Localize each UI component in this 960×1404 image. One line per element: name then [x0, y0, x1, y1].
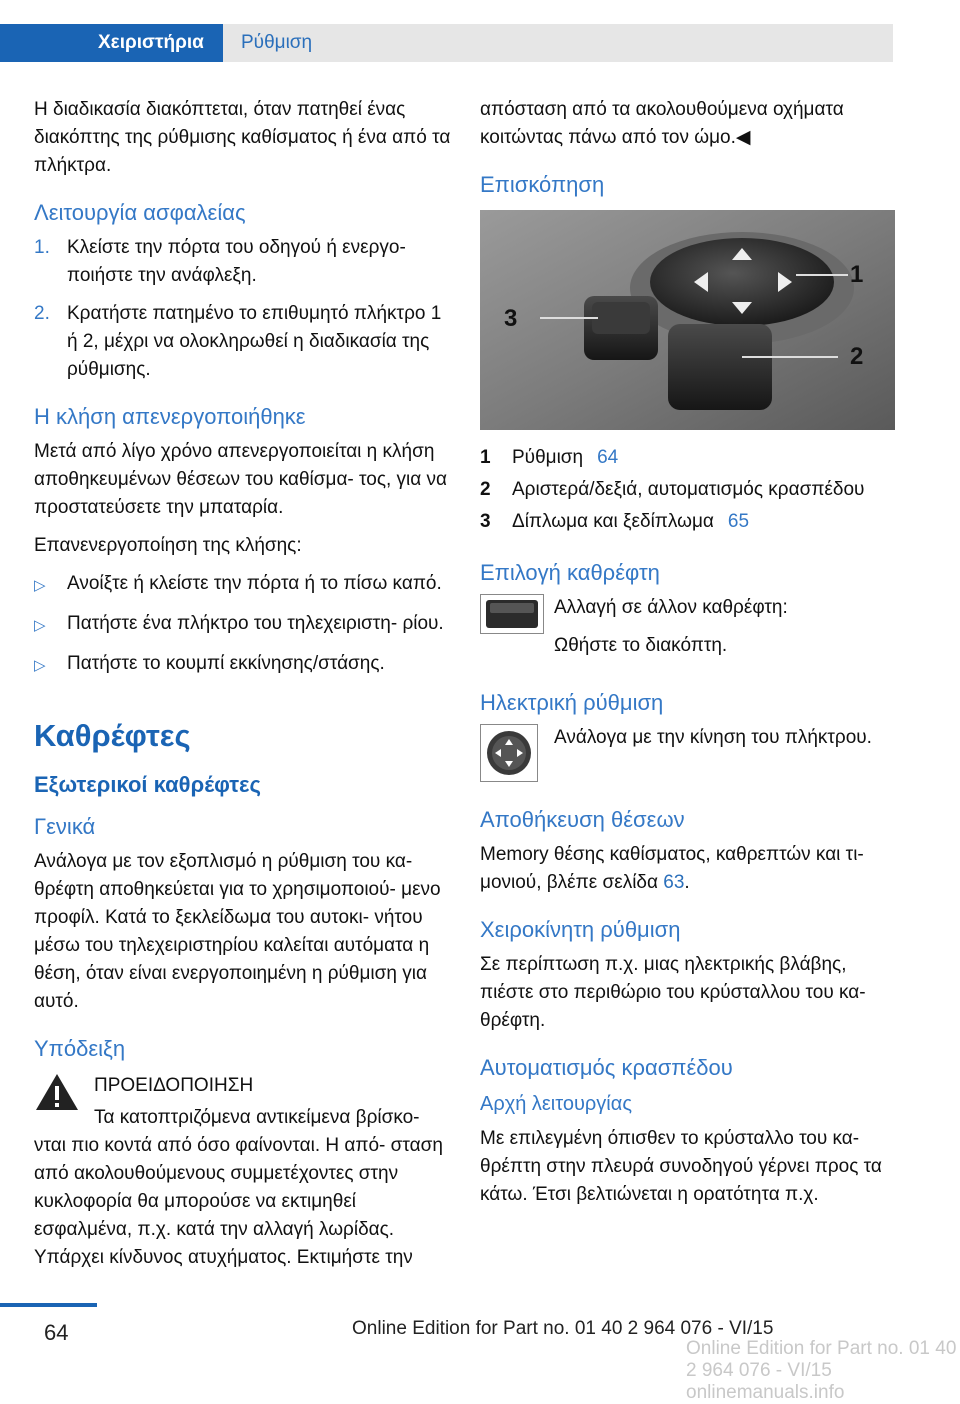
- principle-text: Με επιλεγμένη όπισθεν το κρύσταλλο του κα- θρέπτη στην πλευρά συνοδηγού γέρνει προς τα κάτω. Έτσι βελτιώνεται η ορατότητα π.χ.: [480, 1128, 882, 1205]
- page-ref-link[interactable]: 64: [597, 447, 619, 468]
- triangle-bullet-icon: ▷: [34, 617, 46, 634]
- electric-adjust-heading: Ηλεκτρική ρύθμιση: [480, 690, 664, 715]
- legend-number: 3: [480, 511, 491, 532]
- list-item-text: Πατήστε ένα πλήκτρο του τηλεχειριστη- ρίου.: [67, 613, 444, 634]
- list-item: [480, 476, 898, 508]
- photo-legend: [480, 444, 898, 540]
- tab-controls[interactable]: Χειριστήρια: [0, 24, 223, 62]
- warning-line: Τα κατοπτριζόμενα αντικείμενα βρίσκο-: [94, 1107, 420, 1128]
- triangle-bullet-icon: ▷: [34, 657, 46, 674]
- step-number: 1.: [34, 237, 50, 258]
- exterior-mirrors-heading: Εξωτερικοί καθρέφτες: [34, 772, 261, 797]
- photo-label-2: 2: [850, 343, 864, 370]
- photo-label-3: 3: [504, 305, 518, 332]
- overview-heading: Επισκόπηση: [480, 172, 605, 197]
- warning-icon: [34, 1072, 94, 1132]
- list-item: [480, 508, 898, 540]
- step-text: Κρατήστε πατημένο το επιθυμητό πλήκτρο 1 ή 2, μέχρι να ολοκληρωθεί η διαδικασία της ρύθμισης.: [67, 303, 442, 380]
- list-item: [34, 570, 452, 600]
- curb-automatic-heading: Αυτοματισμός κρασπέδου: [480, 1055, 733, 1080]
- select-mirror-heading: Επιλογή καθρέφτη: [480, 560, 660, 585]
- mirror-switch-icon: [480, 594, 552, 670]
- list-item: [34, 650, 452, 680]
- store-positions-heading: Αποθήκευση θέσεων: [480, 807, 685, 832]
- step-text: Κλείστε την πόρτα του οδηγού ή ενεργο- ποιήστε την ανάφλεξη.: [67, 237, 406, 286]
- intro-text: Η διαδικασία διακόπτεται, όταν πατηθεί ένας διακόπτης της ρύθμισης καθίσματος ή ένα από τα πλήκτρα.: [34, 99, 451, 176]
- select-text-2: Ωθήστε το διακόπτη.: [554, 635, 728, 656]
- select-text-1: Αλλαγή σε άλλον καθρέφτη:: [554, 597, 788, 618]
- continued-text: απόσταση από τα ακολουθούμενα οχήματα κοιτώντας πάνω από τον ώμο.◀: [480, 99, 844, 148]
- deactivated-text: Μετά από λίγο χρόνο απενεργοποιείται η κλήση αποθηκευμένων θέσεων του καθίσμα- τος, για να προστατεύσετε την μπαταρία.: [34, 441, 448, 518]
- warning-block: [34, 1072, 452, 1132]
- list-item: [480, 444, 898, 476]
- note-heading: Υπόδειξη: [34, 1036, 126, 1061]
- store-positions-text: [480, 841, 898, 897]
- deactivated-heading: Η κλήση απενεργοποιήθηκε: [34, 404, 306, 429]
- safety-heading: Λειτουργία ασφαλείας: [34, 200, 246, 225]
- page-ref-link[interactable]: 65: [727, 511, 750, 532]
- reactivate-list: [34, 570, 452, 680]
- manual-adjust-heading: Χειροκίνητη ρύθμιση: [480, 917, 681, 942]
- footer-accent-bar: [0, 1303, 97, 1307]
- triangle-bullet-icon: ▷: [34, 577, 46, 594]
- general-text: Ανάλογα με τον εξοπλισμό η ρύθμιση του κα- θρέφτη αποθηκεύεται για το χρησιμοποιού- μενο προφίλ. Κατά το ξεκλείδωμα του αυτοκι- νήτου μέσω του τηλεχειριστηρίου καλείται αυτόματα η θέση, όταν είναι ενεργοποιημένη η ρύθμιση για αυτό.: [34, 851, 441, 1012]
- list-item: [34, 300, 452, 384]
- warning-text: νται πιο κοντά από όσο φαίνονται. Η από- σταση από ακολουθούμενους συμμετέχοντες στην κυκλοφορία θα μπορούσε να εκτιμηθεί εσφαλμένα, π.χ. κατά την αλλαγή λωρίδας. Υπάρχει κίνδυνος ατυχήματος. Εκτιμήστε την: [34, 1135, 443, 1268]
- principle-heading: Αρχή λειτουργίας: [480, 1093, 632, 1115]
- legend-number: 2: [480, 479, 491, 500]
- manual-adjust-text: Σε περίπτωση π.χ. μιας ηλεκτρικής βλάβης, πιέστε στο περιθώριο του κρύσταλλου του κα- θρέφτη.: [480, 954, 866, 1031]
- edition-text: Online Edition for Part no. 01 40 2 964 076 - VI/15: [352, 1318, 774, 1339]
- photo-label-1: 1: [850, 261, 864, 288]
- list-item-text: Ανοίξτε ή κλείστε την πόρτα ή το πίσω καπό.: [67, 573, 442, 594]
- legend-text: Αριστερά/δεξιά, αυτοματισμός κρασπέδου: [512, 479, 865, 500]
- general-heading: Γενικά: [34, 814, 96, 839]
- legend-text: Ρύθμιση: [512, 447, 584, 468]
- mirrors-heading: Καθρέφτες: [34, 718, 191, 753]
- store-end: .: [684, 872, 690, 893]
- electric-adjust-text: Ανάλογα με την κίνηση του πλήκτρου.: [554, 727, 872, 748]
- legend-number: 1: [480, 447, 491, 468]
- safety-steps: [34, 234, 452, 384]
- list-item: [34, 610, 452, 640]
- warning-title: ΠΡΟΕΙΔΟΠΟΙΗΣΗ: [94, 1075, 254, 1096]
- electric-adjust-block: [480, 724, 898, 787]
- mirror-switch-photo: [480, 210, 895, 430]
- store-text: Memory θέσης καθίσματος, καθρεπτών και τι- μονιού, βλέπε σελίδα: [480, 844, 864, 893]
- list-item: [34, 234, 452, 290]
- tab-adjustment[interactable]: Ρύθμιση: [223, 24, 893, 62]
- page-number: 64: [44, 1320, 69, 1345]
- step-number: 2.: [34, 303, 50, 324]
- reactivate-text: Επανενεργοποίηση της κλήσης:: [34, 535, 302, 556]
- left-column: [34, 96, 452, 1272]
- page-ref-link[interactable]: 63: [663, 872, 685, 893]
- select-mirror-block: [480, 594, 898, 670]
- adjust-knob-icon: [480, 724, 552, 787]
- watermark: Online Edition for Part no. 01 40 2 964 076 - VI/15 onlinemanuals.info: [686, 1338, 957, 1403]
- list-item-text: Πατήστε το κουμπί εκκίνησης/στάσης.: [67, 653, 385, 674]
- legend-text: Δίπλωμα και ξεδίπλωμα: [512, 511, 714, 532]
- right-column: [480, 96, 898, 1219]
- tab-bar: [0, 0, 960, 62]
